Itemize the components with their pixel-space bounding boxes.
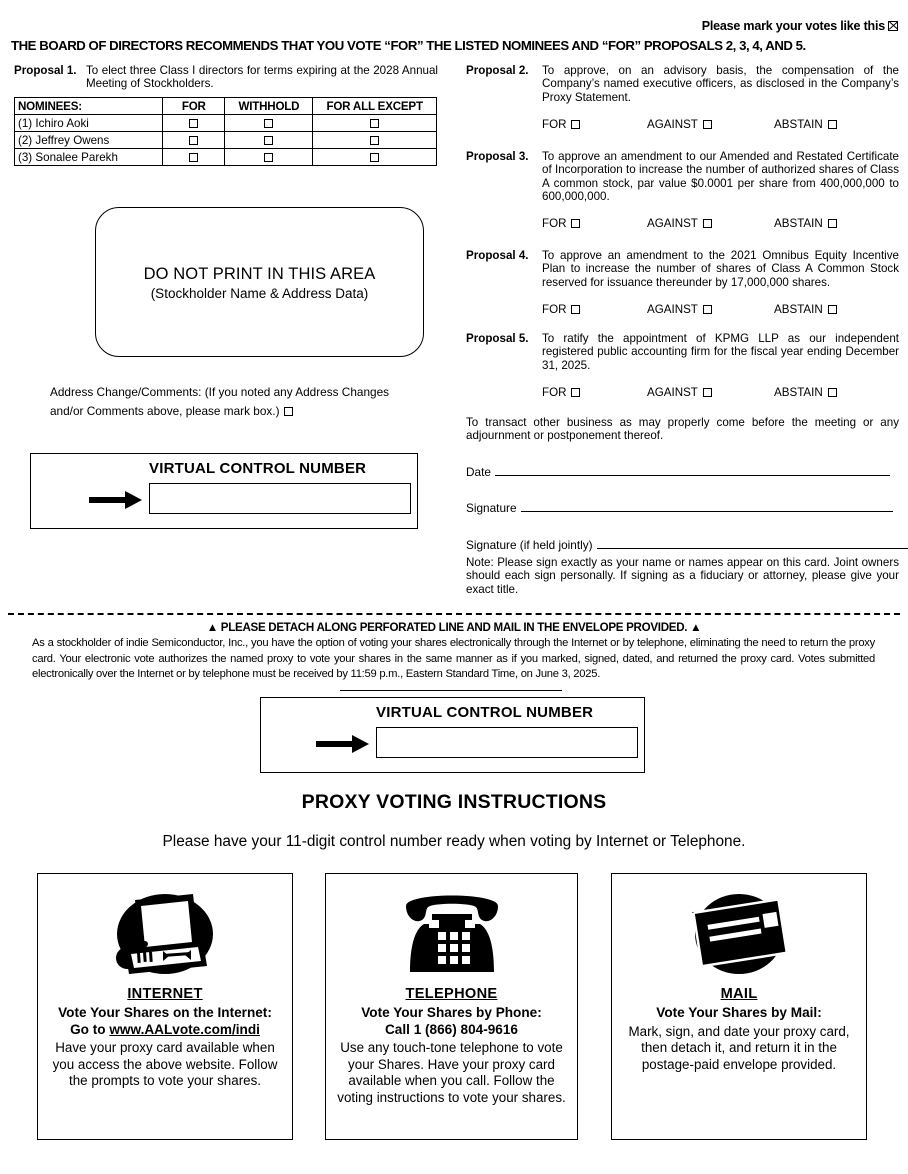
column-header-for: FOR bbox=[163, 98, 225, 115]
nominee-3-for-all-except-cell[interactable] bbox=[313, 149, 437, 166]
proposal-2-text: To approve, on an advisory basis, the compensation of the Company’s named executive officers, as disclosed in the Company’s Proxy Statement. bbox=[542, 64, 899, 104]
proposal-4-for-label: FOR bbox=[542, 303, 567, 316]
proposal-5-against-label: AGAINST bbox=[647, 386, 698, 399]
virtual-control-number-title-bottom: VIRTUAL CONTROL NUMBER bbox=[376, 704, 594, 721]
checkbox-proposal-3-abstain[interactable] bbox=[828, 219, 837, 228]
board-recommendation: THE BOARD OF DIRECTORS RECOMMENDS THAT YOU VOTE “FOR” THE LISTED NOMINEES AND “FOR” PROPOSALS 2, 3, 4, AND 5. bbox=[11, 38, 806, 53]
address-change-line-2: and/or Comments above, please mark box.) bbox=[50, 404, 280, 418]
checkbox-proposal-2-abstain[interactable] bbox=[828, 120, 837, 129]
internet-voting-url[interactable]: www.AALvote.com/indi bbox=[109, 1021, 260, 1037]
checkbox-nominee-2-for[interactable] bbox=[189, 136, 198, 145]
checkbox-proposal-4-against[interactable] bbox=[703, 305, 712, 314]
checkbox-proposal-2-for[interactable] bbox=[571, 120, 580, 129]
telephone-icon bbox=[326, 880, 577, 984]
detach-notice: ▲ PLEASE DETACH ALONG PERFORATED LINE AND MAIL IN THE ENVELOPE PROVIDED. ▲ bbox=[206, 621, 702, 634]
proposal-5-for[interactable] bbox=[542, 386, 580, 399]
nominee-name: (2) Jeffrey Owens bbox=[15, 132, 163, 149]
proposal-5-against[interactable] bbox=[647, 386, 712, 399]
perforated-divider bbox=[8, 613, 900, 615]
virtual-control-number-input-bottom[interactable] bbox=[376, 727, 638, 758]
proposal-2 bbox=[466, 64, 899, 104]
virtual-control-number-box-top bbox=[30, 453, 418, 529]
table-row bbox=[15, 132, 437, 149]
date-input[interactable] bbox=[495, 464, 890, 476]
checkbox-nominee-3-withhold[interactable] bbox=[264, 153, 273, 162]
proposal-2-against-label: AGAINST bbox=[647, 118, 698, 131]
nominee-name: (3) Sonalee Parekh bbox=[15, 149, 163, 166]
checkbox-nominee-2-withhold[interactable] bbox=[264, 136, 273, 145]
method-subtitle-telephone bbox=[326, 1005, 577, 1038]
nominee-2-withhold-cell[interactable] bbox=[225, 132, 313, 149]
nominee-2-for-cell[interactable] bbox=[163, 132, 225, 149]
method-mail-sub-line-1: Vote Your Shares by Mail: bbox=[656, 1005, 822, 1020]
right-arrow-icon bbox=[316, 734, 370, 759]
proposal-4-abstain-label: ABSTAIN bbox=[774, 303, 823, 316]
joint-signature-input[interactable] bbox=[597, 537, 908, 549]
checkbox-nominee-1-withhold[interactable] bbox=[264, 119, 273, 128]
nominee-1-withhold-cell[interactable] bbox=[225, 115, 313, 132]
proposal-3-against-label: AGAINST bbox=[647, 217, 698, 230]
proposal-3-for[interactable] bbox=[542, 217, 580, 230]
nominee-1-for-cell[interactable] bbox=[163, 115, 225, 132]
detach-paragraph: As a stockholder of indie Semiconductor, Inc., you have the option of voting your shares electronically through the Internet or by telephone, eliminating the need to return the proxy card. Your electronic vote authorizes the named proxy to vote your shares in the same manner as if you marked, signed, dated, and returned the proxy card. Votes submitted electronically over the Internet or by telephone must be received by 11:59 p.m., Eastern Standard Time, on June 3, 2025. bbox=[32, 637, 875, 680]
column-header-nominees: NOMINEES: bbox=[15, 98, 163, 115]
page-title: PROXY VOTING INSTRUCTIONS bbox=[301, 791, 607, 813]
proposal-3-label: Proposal 3. bbox=[466, 150, 529, 163]
signature-label: Signature bbox=[466, 501, 517, 515]
signature-input[interactable] bbox=[521, 500, 893, 512]
checkbox-address-change[interactable] bbox=[284, 407, 293, 416]
detach-rule bbox=[340, 690, 562, 691]
voting-method-telephone bbox=[325, 873, 578, 1140]
table-row bbox=[15, 115, 437, 132]
signature-note: Note: Please sign exactly as your name or names appear on this card. Joint owners should each sign personally. If signing as a fiduciary or attorney, please give your exact title. bbox=[466, 556, 899, 596]
checkbox-nominee-1-for-all-except[interactable] bbox=[370, 119, 379, 128]
joint-signature-field-row bbox=[466, 537, 908, 552]
checkbox-nominee-3-for[interactable] bbox=[189, 153, 198, 162]
nominee-1-for-all-except-cell[interactable] bbox=[313, 115, 437, 132]
proposal-4-text: To approve an amendment to the 2021 Omnibus Equity Incentive Plan to increase the number of shares of Class A Common Stock reserved for issuance thereunder by 17,000,000 shares. bbox=[542, 249, 899, 289]
computer-icon bbox=[38, 880, 292, 984]
proposal-4-label: Proposal 4. bbox=[466, 249, 529, 262]
method-telephone-sub-line-1: Vote Your Shares by Phone: bbox=[361, 1005, 542, 1020]
address-change-note bbox=[50, 383, 420, 421]
proposal-4-against[interactable] bbox=[647, 303, 712, 316]
nominee-3-withhold-cell[interactable] bbox=[225, 149, 313, 166]
method-body-mail: Mark, sign, and date your proxy card, then detach it, and return it in the postage-paid envelope provided. bbox=[628, 1023, 850, 1072]
address-change-line-1: Address Change/Comments: (If you noted any Address Changes bbox=[50, 385, 390, 399]
proposal-5-abstain[interactable] bbox=[774, 386, 837, 399]
proposal-1-text: To elect three Class I directors for terms expiring at the 2028 Annual Meeting of Stockholders. bbox=[86, 64, 438, 91]
proposal-1-label: Proposal 1. bbox=[14, 64, 77, 77]
checkbox-proposal-4-for[interactable] bbox=[571, 305, 580, 314]
mail-envelope-icon bbox=[612, 880, 866, 984]
checkbox-proposal-5-abstain[interactable] bbox=[828, 388, 837, 397]
checkbox-proposal-4-abstain[interactable] bbox=[828, 305, 837, 314]
proposal-2-for[interactable] bbox=[542, 118, 580, 131]
virtual-control-number-box-bottom bbox=[260, 697, 645, 773]
nominee-name: (1) Ichiro Aoki bbox=[15, 115, 163, 132]
proposal-4 bbox=[466, 249, 899, 289]
proposal-2-abstain[interactable] bbox=[774, 118, 837, 131]
right-arrow-icon bbox=[89, 490, 143, 515]
method-body-internet: Have your proxy card available when you access the above website. Follow the prompts to vote your shares. bbox=[52, 1040, 278, 1088]
checkbox-proposal-5-against[interactable] bbox=[703, 388, 712, 397]
proposal-4-abstain[interactable] bbox=[774, 303, 837, 316]
proposal-2-for-label: FOR bbox=[542, 118, 567, 131]
boxed-x-mark-icon bbox=[888, 21, 898, 31]
nominee-2-for-all-except-cell[interactable] bbox=[313, 132, 437, 149]
proposal-5-for-label: FOR bbox=[542, 386, 567, 399]
virtual-control-number-title: VIRTUAL CONTROL NUMBER bbox=[149, 460, 367, 477]
telephone-voting-number: Call 1 (866) 804-9616 bbox=[384, 1021, 518, 1037]
proposal-3 bbox=[466, 150, 899, 204]
checkbox-proposal-3-against[interactable] bbox=[703, 219, 712, 228]
checkbox-proposal-3-for[interactable] bbox=[571, 219, 580, 228]
method-heading-internet: INTERNET bbox=[127, 986, 203, 1002]
do-not-print-line-1: DO NOT PRINT IN THIS AREA bbox=[143, 265, 376, 283]
virtual-control-number-input-top[interactable] bbox=[149, 483, 411, 514]
method-heading-telephone: TELEPHONE bbox=[405, 986, 498, 1002]
mark-instruction bbox=[702, 19, 898, 33]
proposal-4-for[interactable] bbox=[542, 303, 580, 316]
voting-method-mail bbox=[611, 873, 867, 1140]
proposal-3-text: To approve an amendment to our Amended and Restated Certificate of Incorporation to increase the number of authorized shares of Class A common stock, par value $0.0001 per share from 400,000,000 to 600,000,000. bbox=[542, 150, 899, 204]
nominees-table bbox=[14, 97, 437, 166]
proposal-2-against[interactable] bbox=[647, 118, 712, 131]
other-business-text: To transact other business as may properly come before the meeting or any adjournment or postponement thereof. bbox=[466, 416, 899, 443]
do-not-print-area bbox=[95, 207, 424, 357]
table-row bbox=[15, 149, 437, 166]
proposal-3-against[interactable] bbox=[647, 217, 712, 230]
method-body-telephone: Use any touch-tone telephone to vote your Shares. Have your proxy card available when you call. Follow the voting instructions to vote your shares. bbox=[337, 1040, 566, 1105]
checkbox-proposal-2-against[interactable] bbox=[703, 120, 712, 129]
joint-signature-label: Signature (if held jointly) bbox=[466, 538, 593, 552]
method-internet-sub-line-1: Vote Your Shares on the Internet: bbox=[58, 1005, 272, 1020]
checkbox-nominee-3-for-all-except[interactable] bbox=[370, 153, 379, 162]
proposal-2-label: Proposal 2. bbox=[466, 64, 529, 77]
proposal-3-abstain[interactable] bbox=[774, 217, 837, 230]
method-subtitle-mail bbox=[612, 1005, 866, 1022]
proposal-1 bbox=[14, 64, 438, 91]
method-heading-mail: MAIL bbox=[720, 986, 758, 1002]
proposal-5-abstain-label: ABSTAIN bbox=[774, 386, 823, 399]
checkbox-nominee-1-for[interactable] bbox=[189, 119, 198, 128]
instructions-subtitle: Please have your 11-digit control number ready when voting by Internet or Telephone. bbox=[162, 833, 746, 850]
proposal-5-text: To ratify the appointment of KPMG LLP as our independent registered public accounting firm for the fiscal year ending December 31, 2025. bbox=[542, 332, 899, 372]
mark-instruction-text: Please mark your votes like this bbox=[701, 19, 885, 33]
checkbox-proposal-5-for[interactable] bbox=[571, 388, 580, 397]
nominee-3-for-cell[interactable] bbox=[163, 149, 225, 166]
date-label: Date bbox=[466, 465, 491, 479]
date-field-row bbox=[466, 464, 890, 479]
proposal-5 bbox=[466, 332, 899, 372]
method-subtitle-internet bbox=[38, 1005, 292, 1038]
column-header-for-all-except: FOR ALL EXCEPT bbox=[313, 98, 437, 115]
proposal-2-abstain-label: ABSTAIN bbox=[774, 118, 823, 131]
proposal-4-against-label: AGAINST bbox=[647, 303, 698, 316]
signature-field-row bbox=[466, 500, 893, 515]
checkbox-nominee-2-for-all-except[interactable] bbox=[370, 136, 379, 145]
do-not-print-line-2: (Stockholder Name & Address Data) bbox=[150, 286, 369, 301]
table-header-row bbox=[15, 98, 437, 115]
proposal-3-for-label: FOR bbox=[542, 217, 567, 230]
method-internet-goto-prefix: Go to bbox=[70, 1021, 110, 1037]
proposal-5-label: Proposal 5. bbox=[466, 332, 529, 345]
proposal-3-abstain-label: ABSTAIN bbox=[774, 217, 823, 230]
column-header-withhold: WITHHOLD bbox=[225, 98, 313, 115]
voting-method-internet bbox=[37, 873, 293, 1140]
